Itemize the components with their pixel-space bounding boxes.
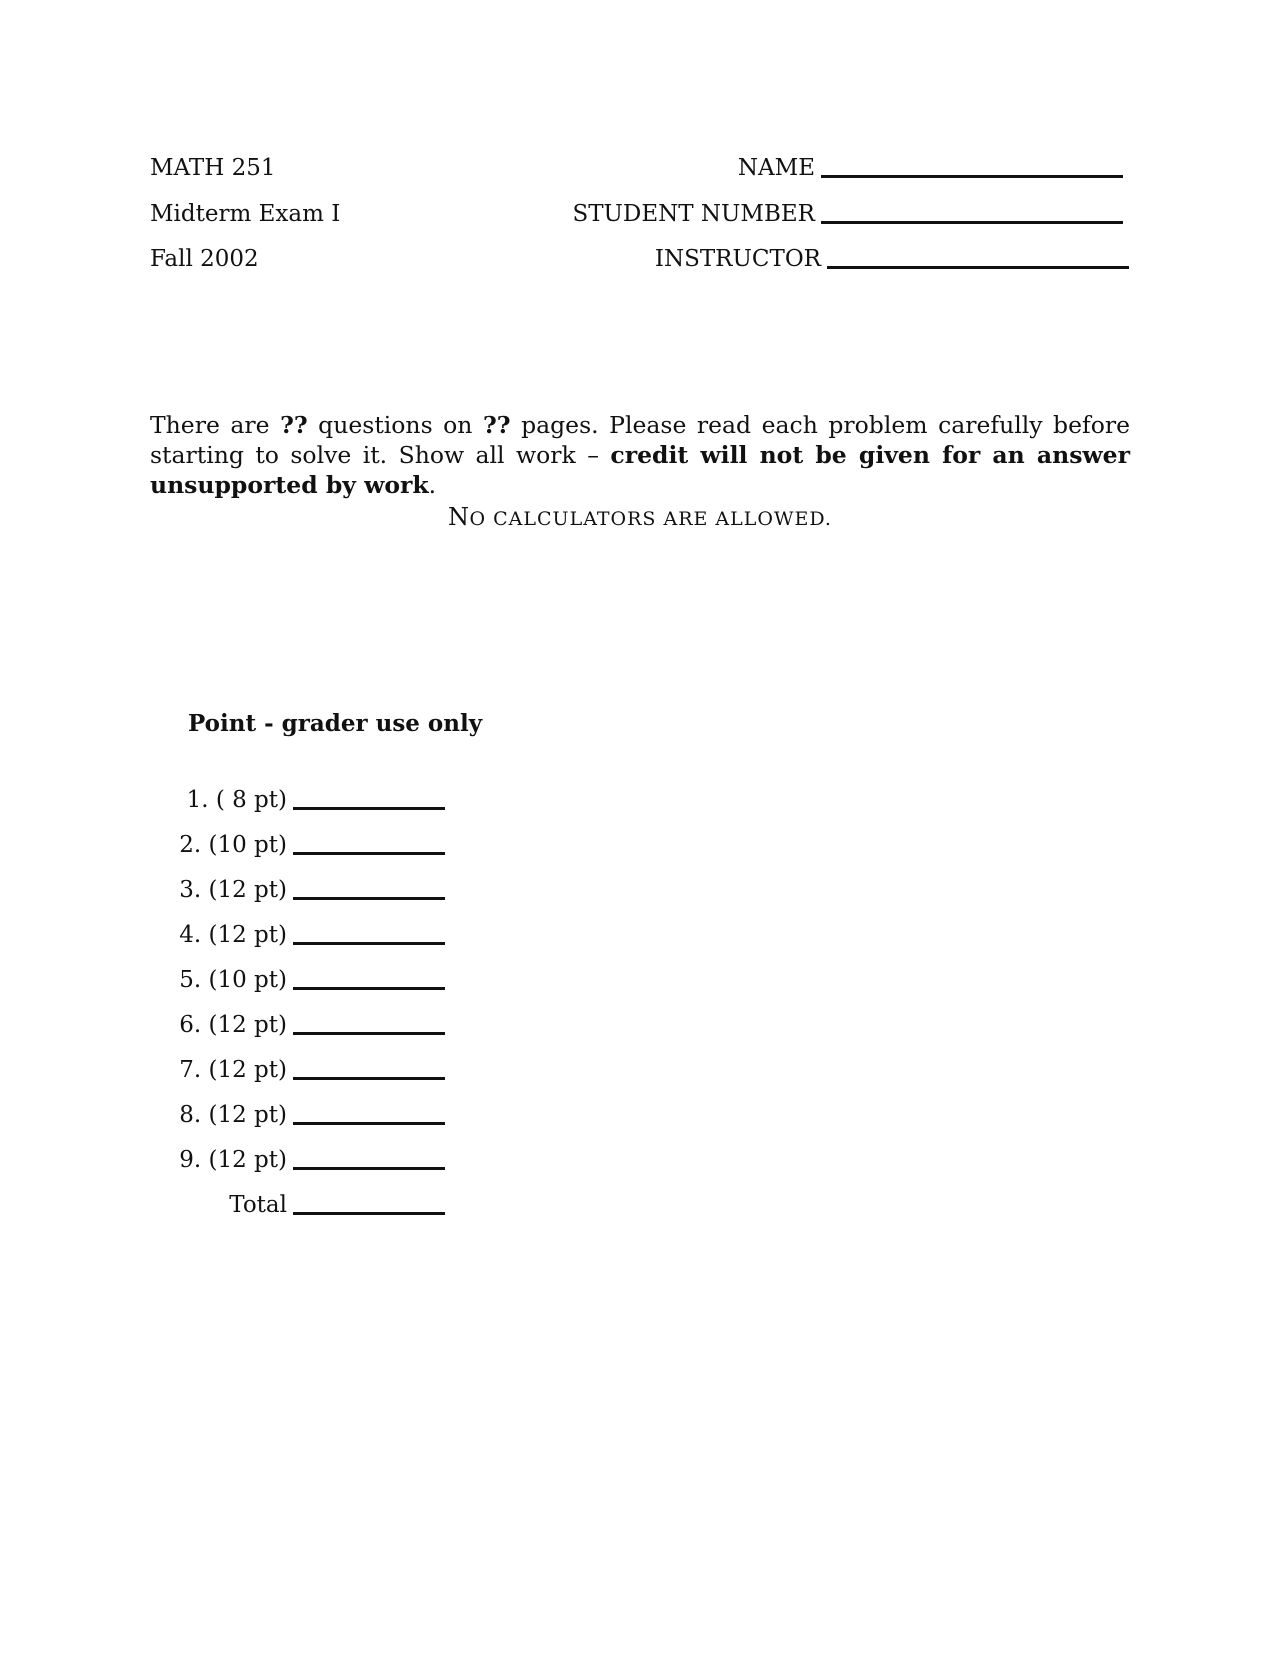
course-title: MATH 251 xyxy=(150,155,276,181)
student-number-label: STUDENT NUMBER xyxy=(572,201,815,227)
calc-note-rest: O CALCULATORS ARE ALLOWED. xyxy=(469,508,832,530)
instructions-text-1: There are xyxy=(150,411,281,439)
grade-row[interactable] xyxy=(150,876,445,904)
grade-row-total[interactable] xyxy=(150,1191,445,1219)
grade-blank[interactable] xyxy=(293,807,445,810)
instructions-text-4: . xyxy=(428,471,437,499)
exam-term: Fall 2002 xyxy=(150,246,259,272)
grader-title: Point - grader use only xyxy=(188,710,483,737)
grade-row-label: 1. ( 8 pt) xyxy=(186,787,287,813)
grade-row-label: 7. (12 pt) xyxy=(179,1057,287,1083)
exam-title: Midterm Exam I xyxy=(150,201,341,227)
grade-row[interactable] xyxy=(150,831,445,859)
grade-row[interactable] xyxy=(150,1101,445,1129)
instructor-label: INSTRUCTOR xyxy=(654,246,821,272)
grade-row-label: 5. (10 pt) xyxy=(179,967,287,993)
instructor-blank[interactable] xyxy=(827,266,1129,269)
grade-blank[interactable] xyxy=(293,942,445,945)
grade-blank[interactable] xyxy=(293,1167,445,1170)
student-number-field[interactable] xyxy=(560,200,1123,228)
no-calculators-note xyxy=(0,503,1280,533)
work-credit-warning: credit will not be given for an answer unsupported by work xyxy=(150,441,1130,499)
grade-blank[interactable] xyxy=(293,897,445,900)
grade-row[interactable] xyxy=(150,1011,445,1039)
calc-note-initial: N xyxy=(448,503,470,531)
instructions-text-2: questions on xyxy=(307,411,483,439)
instructions-text-3: pages. Please read each problem carefully before starting to solve it. Show all work – xyxy=(150,411,1130,469)
grade-blank[interactable] xyxy=(293,987,445,990)
grade-blank[interactable] xyxy=(293,852,445,855)
instructions-paragraph xyxy=(150,410,1130,500)
student-number-blank[interactable] xyxy=(821,221,1123,224)
name-label: NAME xyxy=(737,155,815,181)
grade-row-label: 2. (10 pt) xyxy=(179,832,287,858)
grade-row-label: 4. (12 pt) xyxy=(179,922,287,948)
grade-row[interactable] xyxy=(150,786,445,814)
grade-blank[interactable] xyxy=(293,1032,445,1035)
grade-row-label: 3. (12 pt) xyxy=(179,877,287,903)
grade-row-label: 6. (12 pt) xyxy=(179,1012,287,1038)
grade-row-label: 9. (12 pt) xyxy=(179,1147,287,1173)
grade-row[interactable] xyxy=(150,1056,445,1084)
grade-blank[interactable] xyxy=(293,1077,445,1080)
grade-blank[interactable] xyxy=(293,1122,445,1125)
question-count: ?? xyxy=(280,411,308,439)
grade-row[interactable] xyxy=(150,966,445,994)
name-blank[interactable] xyxy=(821,175,1123,178)
grade-row[interactable] xyxy=(150,1146,445,1174)
grade-row-label: 8. (12 pt) xyxy=(179,1102,287,1128)
grade-row[interactable] xyxy=(150,921,445,949)
name-field[interactable] xyxy=(560,154,1123,182)
page-count: ?? xyxy=(482,411,511,439)
grade-total-label: Total xyxy=(229,1192,287,1218)
instructor-field[interactable] xyxy=(560,245,1129,273)
grade-total-blank[interactable] xyxy=(293,1212,445,1215)
